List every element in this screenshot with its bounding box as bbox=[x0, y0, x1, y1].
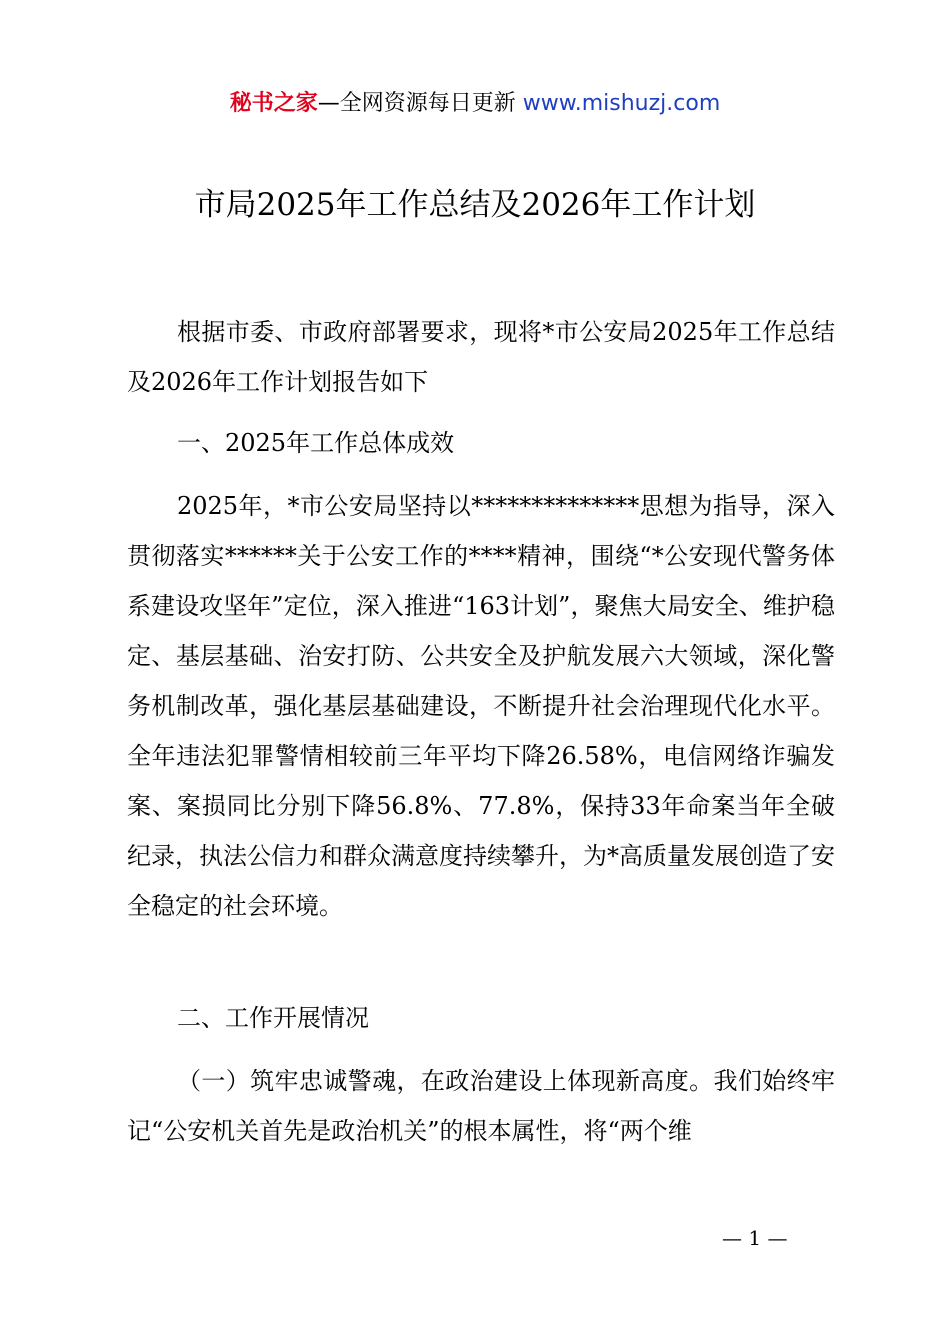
section-1 bbox=[127, 418, 835, 468]
section-2-content bbox=[127, 1056, 835, 1156]
section-2-subsection-1: （一）筑牢忠诚警魂，在政治建设上体现新高度。我们始终牢记“公安机关首先是政治机关”的根本属性，将“两个维 bbox=[127, 1067, 835, 1145]
header-slogan: —全网资源每日更新 bbox=[317, 91, 516, 116]
section-1-content bbox=[127, 481, 835, 931]
document-body bbox=[127, 307, 835, 407]
site-header bbox=[0, 88, 950, 120]
intro-paragraph: 根据市委、市政府部署要求，现将*市公安局2025年工作总结及2026年工作计划报告如下 bbox=[127, 318, 835, 396]
page-number: — 1 — bbox=[722, 1226, 788, 1250]
section-1-heading: 一、2025年工作总体成效 bbox=[177, 429, 455, 457]
section-2 bbox=[127, 993, 835, 1043]
brand-name: 秘书之家 bbox=[229, 91, 318, 116]
section-1-paragraph: 2025年，*市公安局坚持以**************思想为指导，深入贯彻落实******关于公安工作的****精神，围绕“*公安现代警务体系建设攻坚年”定位，深入推进“163计划”，聚焦大局安全、维护稳定、基层基础、治安打防、公共安全及护航发展六大领域，深化警务机制改革，强化基层基础建设，不断提升社会治理现代化水平。全年违法犯罪警情相较前三年平均下降26.58%，电信网络诈骗发案、案损同比分别下降56.8%、77.8%，保持33年命案当年全破纪录，执法公信力和群众满意度持续攀升，为*高质量发展创造了安全稳定的社会环境。 bbox=[127, 492, 835, 920]
site-url-link[interactable]: www.mishuzj.com bbox=[515, 91, 721, 116]
document-title: 市局2025年工作总结及2026年工作计划 bbox=[194, 187, 756, 223]
section-2-heading: 二、工作开展情况 bbox=[177, 1004, 369, 1032]
